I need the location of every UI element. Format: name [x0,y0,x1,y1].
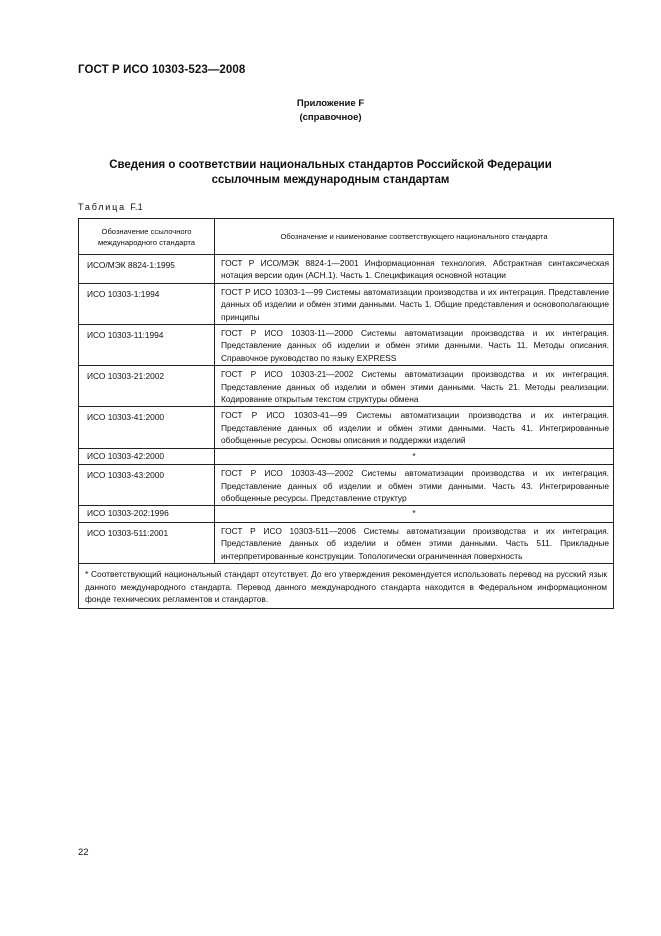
annex-title: Приложение F [296,98,365,109]
table-row [79,407,614,448]
national-cell: ГОСТ Р ИСО 10303-1—99 Системы автоматизации производства и их интеграция. Представление данных об изделии и обмен этими данными. Часть 1. Общие представления и основополагающие принципы [215,283,614,324]
national-cell: ГОСТ Р ИСО 10303-11—2000 Системы автоматизации производства и их интеграция. Представление данных об изделии и обмен этими данными. Часть 11. Методы описания. Справочное руководство по языку EXPRESS [215,325,614,366]
standards-table [78,218,614,609]
table-row [79,448,614,464]
ref-cell: ИСО 10303-42:2000 [79,448,215,464]
table-caption-number: F.1 [130,202,143,212]
table-header-row [79,219,614,255]
header-national-standard: Обозначение и наименование соответствующего национального стандарта [215,219,614,255]
ref-cell: ИСО 10303-11:1994 [79,325,215,366]
ref-cell: ИСО 10303-202:1996 [79,506,215,522]
annex-subtitle: (справочное) [299,112,362,123]
table-row [79,465,614,506]
ref-cell: ИСО 10303-43:2000 [79,465,215,506]
national-cell: ГОСТ Р ИСО/МЭК 8824-1—2001 Информационная технология. Абстрактная синтаксическая нотация версии один (АСН.1). Часть 1. Спецификация основной нотации [215,255,614,284]
section-title [0,158,661,188]
header-ref-standard: Обозначение ссылочного международного стандарта [79,219,215,255]
table-row [79,506,614,522]
ref-cell: ИСО/МЭК 8824-1:1995 [79,255,215,284]
table-row [79,255,614,284]
table-row [79,522,614,563]
national-cell: ГОСТ Р ИСО 10303-511—2006 Системы автоматизации производства и их интеграция. Представление данных об изделии и обмен этими данными. Часть 511. Прикладные интерпретированные конструкции. Топологически ограниченная поверхность [215,522,614,563]
table-footnote: * Соответствующий национальный стандарт отсутствует. До его утверждения рекомендуется использовать перевод на русский язык данного международного стандарта. Перевод данного международного стандарта находится в Федеральном информационном фонде технических регламентов и стандартов. [79,563,614,608]
section-title-line-1: Сведения о соответствии национальных стандартов Российской Федерации [109,159,552,171]
table-row [79,325,614,366]
ref-cell: ИСО 10303-41:2000 [79,407,215,448]
document-header: ГОСТ Р ИСО 10303-523—2008 [78,64,246,76]
page-number: 22 [78,847,89,858]
table-caption [78,202,143,212]
table-row [79,366,614,407]
ref-cell: ИСО 10303-511:2001 [79,522,215,563]
national-cell: ГОСТ Р ИСО 10303-41—99 Системы автоматизации производства и их интеграция. Представление данных об изделии и обмен этими данными. Часть 41. Интегрированные обобщенные ресурсы. Основы описания и поддержки изделий [215,407,614,448]
table-caption-word: Таблица [78,202,126,212]
section-title-line-2: ссылочным международным стандартам [211,174,450,186]
national-cell-absent: * [215,448,614,464]
ref-cell: ИСО 10303-1:1994 [79,283,215,324]
national-cell-absent: * [215,506,614,522]
annex-heading [0,97,661,125]
ref-cell: ИСО 10303-21:2002 [79,366,215,407]
table-row [79,283,614,324]
national-cell: ГОСТ Р ИСО 10303-43—2002 Системы автоматизации производства и их интеграция. Представление данных об изделии и обмен этими данными. Часть 43. Интегрированные обобщенные ресурсы. Представление структур [215,465,614,506]
national-cell: ГОСТ Р ИСО 10303-21—2002 Системы автоматизации производства и их интеграция. Представление данных об изделии и обмен этими данными. Часть 21. Методы реализации. Кодирование открытым текстом структуры обмена [215,366,614,407]
table-footnote-row [79,563,614,608]
